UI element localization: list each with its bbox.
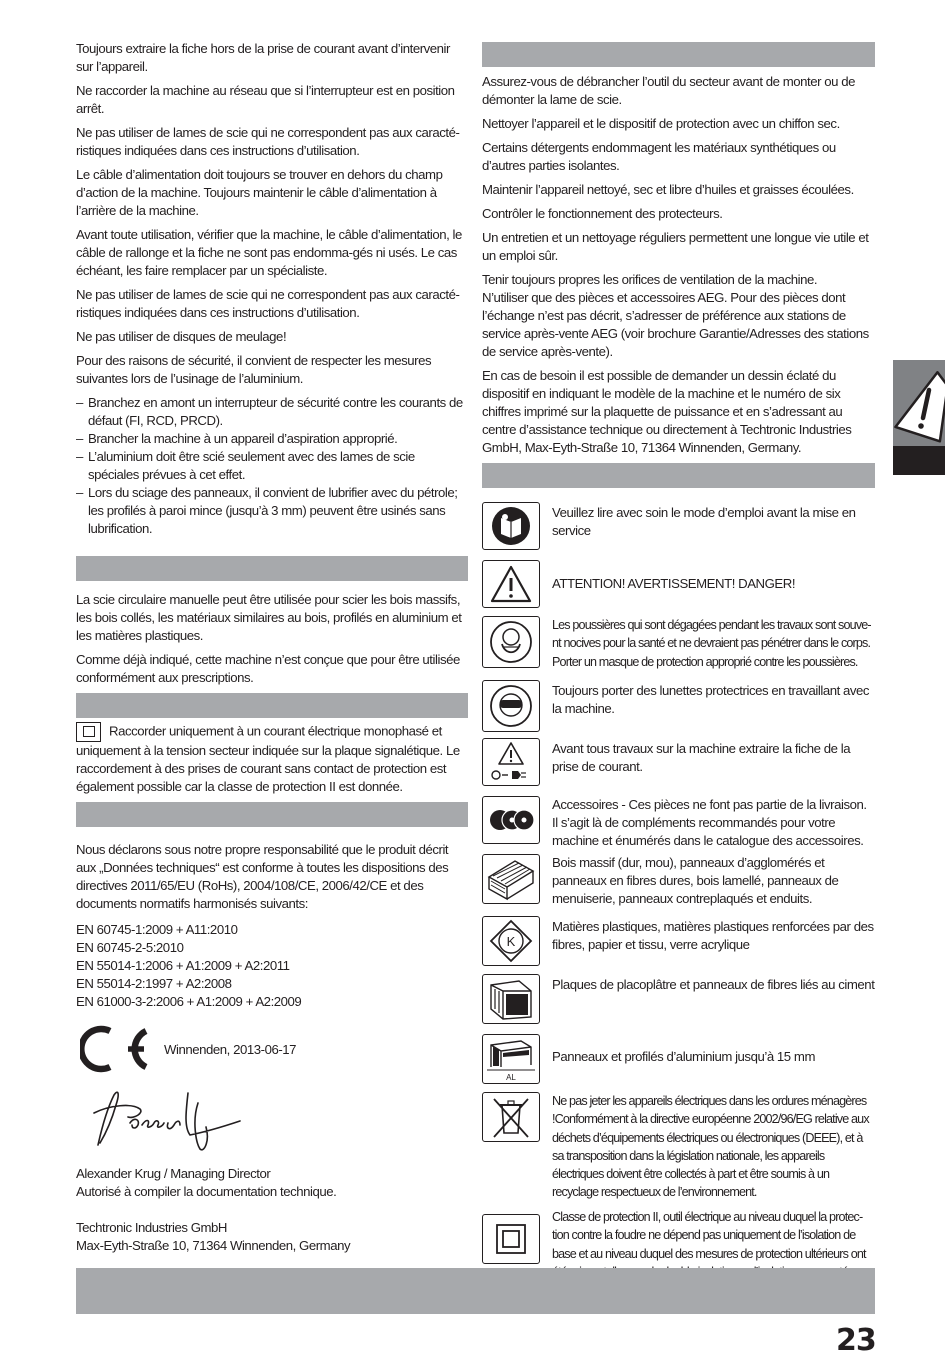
signatory: Alexander Krug / Managing Director [76,1166,271,1181]
paragraph: Le câble d’alimentation doit toujours se trouver en dehors du champ d’action de la machine. Toujours maintenir le câble d’alimentation à l’arrière de la machine. [76,167,443,218]
company-name: Techtronic Industries GmbH [76,1220,228,1235]
symbol-row [482,1092,875,1204]
paragraph: Comme déjà indiqué, cette machine n’est conçue que pour être utilisée conformément aux prescriptions. [76,652,460,685]
symbol-text: ATTENTION! AVERTISSEMENT! DANGER! [552,576,796,591]
list-item: – Brancher la machine à un appareil d’aspiration approprié. [76,430,468,448]
symbol-text: Accessoires - Ces pièces ne font pas partie de la livraison. Il s’agit là de compléments recommandés pour votre machine et énumérés dans le catalogue des accessoires. [552,797,867,848]
symbol-text: Toujours porter des lunettes protectrices en travaillant avec la machine. [552,683,870,716]
list-item: – Lors du sciage des panneaux, il convient de lubrifier avec du pétrole; les profilés à paroi mince (jusqu’à 3 mm) peuvent être usinés sans lubrification. [76,484,468,538]
paragraph: Maintenir l’appareil nettoyé, sec et libre d’huiles et graisses écoulées. [482,182,854,197]
standards-list [76,921,468,1011]
paragraph: En cas de besoin il est possible de demander un dessin éclaté du dispositif en indiquant le modèle de la machine et le numéro de six chiffres imprimé sur la plaquette de puissance et en s’adressant au centre d’assistance technique ou directement à Techtronic Industries GmbH, Max-Eyth-Straße 10, 71364 Winnenden, Germany. [482,368,852,455]
protection-class-ii-icon [76,722,101,742]
place-date: Winnenden, 2013-06-17 [164,1042,297,1057]
section-bar-connection [76,693,468,718]
symbol-row [482,738,875,792]
list-item: EN 55014-2:1997 + A2:2008 [76,976,232,991]
list-item: EN 60745-2-5:2010 [76,940,184,955]
right-column [482,42,875,1288]
ce-block [76,1019,468,1083]
symbol-text: Panneaux et profilés d’aluminium jusqu’à 15 mm [552,1049,815,1064]
paragraph: Toujours extraire la fiche hors de la prise de courant avant d’intervenir sur l’appareil. [76,41,450,74]
paragraph: Un entretien et un nettoyage réguliers permettent une longue vie utile et un emploi sûr. [482,230,869,263]
symbol-text: Plaques de placoplâtre et panneaux de fibres liés au ciment [552,977,875,992]
svg-text:K: K [506,934,516,949]
read-manual-icon [482,502,540,550]
symbol-text: Classe de protection II, outil électrique au niveau duquel la protec-tion contre la foudre ne dépend pas uniquement de l’isolation de base et au niveau duquel des mesures de protection ultérieurs ont [552,1210,866,1261]
signature-area [76,1083,468,1165]
plasterboard-icon [482,974,540,1024]
paragraph: Nous déclarons sous notre propre responsabilité que le produit décrit aux „Données techniques“ est conforme à toutes les dispositions des directives 2011/65/EU (RoHs), 2004/108/CE, 2006/42/CE et des documents normatifs harmonisés suivants: [76,842,449,911]
protection-class-ii-icon [482,1214,540,1264]
footer-bar [76,1268,875,1314]
list-item: – L’aluminium doit être scié seulement avec des lames de scie spéciales prévues à cet effet. [76,448,468,484]
connection-paragraph: Raccorder uniquement à un courant électrique monophasé et uniquement à la tension secteur indiquée sur la plaque signalétique. Le raccordement à des prises de courant sans contact de protection est également possible car la classe de protection II est donnée. [76,723,460,794]
paragraph: Avant toute utilisation, vérifier que la machine, le câble d’alimentation, le câble de rallonge et la fiche ne sont pas endomma-gés ni usés. Le cas échéant, les faire remplacer par un spécialiste. [76,227,462,278]
symbol-text: Avant tous travaux sur la machine extraire la fiche de la prise de courant. [552,741,851,774]
list-item: EN 61000-3-2:2006 + A1:2009 + A2:2009 [76,994,302,1009]
section-bar-symbols [482,463,875,488]
symbol-row [482,1034,875,1088]
paragraph: Ne raccorder la machine au réseau que si l’interrupteur est en position arrêt. [76,83,455,116]
unplug-icon [482,738,540,786]
list-item: – Branchez en amont un interrupteur de sécurité contre les courants de défaut (FI, RCD, PRCD). [76,394,468,430]
symbol-row [482,616,875,676]
paragraph: Tenir toujours propres les orifices de ventilation de la machine. [482,272,818,287]
paragraph: Ne pas utiliser de lames de scie qui ne correspondent pas aux caracté-ristiques indiquées dans ces instructions d’utilisation. [76,125,460,158]
safety-goggles-icon [482,680,540,732]
section-bar-maintenance [482,42,875,67]
wood-material-icon [482,854,540,904]
paragraph: N’utiliser que des pièces et accessoires AEG. Pour des pièces dont l’échange n’est pas décrit, s’adresser de préférence aux stations de service après-vente AEG (voir brochure Garantie/Adresses des stations de service après-vente). [482,290,869,359]
paragraph: Nettoyer l’appareil et le dispositif de protection avec un chiffon sec. [482,116,840,131]
symbol-row [482,560,875,612]
paragraph: Ne pas utiliser de disques de meulage! [76,329,287,344]
plastics-material-icon [482,916,540,966]
signature-icon [80,1083,250,1163]
section-bar-conformity [76,802,468,827]
ce-mark-icon [80,1025,150,1073]
aluminium-list [76,394,468,538]
symbol-text: Matières plastiques, matières plastiques renforcées par des fibres, papier et tissu, verre acrylique [552,919,874,952]
paragraph: La scie circulaire manuelle peut être utilisée pour scier les bois massifs, les bois collés, les matériaux similaires au bois, profilés en aluminium et les matières plastiques. [76,592,462,643]
symbol-row [482,796,875,850]
company-address: Max-Eyth-Straße 10, 71364 Winnenden, Germany [76,1238,351,1253]
aluminium-profile-icon [482,1034,540,1084]
symbol-row [482,916,875,970]
symbol-text: Les poussières qui sont dégagées pendant les travaux sont souve-nt nocives pour la santé et ne devraient pas pénétrer dans le corps. Porter un masque de protection approprié contre les poussières. [552,618,871,669]
paragraph: Ne pas utiliser de lames de scie qui ne correspondent pas aux caracté-ristiques indiquées dans ces instructions d’utilisation. [76,287,460,320]
warning-triangle-icon [482,560,540,608]
authorized-text: Autorisé à compiler la documentation technique. [76,1184,337,1199]
dust-mask-icon [482,616,540,668]
aluminium-label: AL [506,1073,516,1082]
symbol-row [482,502,875,556]
paragraph: Certains détergents endommagent les matériaux synthétiques ou d’autres parties isolantes. [482,140,836,173]
symbols-list [482,502,875,1284]
weee-bin-icon [482,1092,540,1142]
page-number: 23 [836,1323,876,1358]
paragraph: Contrôler le fonctionnement des protecteurs. [482,206,723,221]
symbol-row [482,854,875,912]
left-column [76,40,468,1255]
warning-side-tab [893,360,945,475]
symbol-text: Bois massif (dur, mou), panneaux d’agglomérés et panneaux en fibres dures, bois lamellé, panneaux de menuiserie, panneaux contreplaqués et enduits. [552,855,839,906]
list-item: EN 60745-1:2009 + A11:2010 [76,922,238,937]
paragraph: Pour des raisons de sécurité, il convient de respecter les mesures suivantes lors de l’usinage de l’aluminium. [76,353,432,386]
list-item: EN 55014-1:2006 + A1:2009 + A2:2011 [76,958,290,973]
symbol-text: Ne pas jeter les appareils électriques dans les ordures ménagères !Conformément à la directive européenne 2002/96/EG relative aux déchets d’équipements électriques ou électroniques (DEEE), et à sa transposition dans la législation nationale, les appareils électriques doivent être collectés à part et être soumis à un recyclage respectueux de l’environnement. [552,1094,869,1200]
symbol-text: Veuillez lire avec soin le mode d’emploi avant la mise en service [552,505,856,538]
symbol-row [482,680,875,734]
section-bar-usage [76,556,468,581]
paragraph: Assurez-vous de débrancher l’outil du secteur avant de monter ou de démonter la lame de scie. [482,74,856,107]
accessory-blades-icon [482,796,540,844]
symbol-row [482,974,875,1030]
warning-triangle-icon [893,360,945,446]
